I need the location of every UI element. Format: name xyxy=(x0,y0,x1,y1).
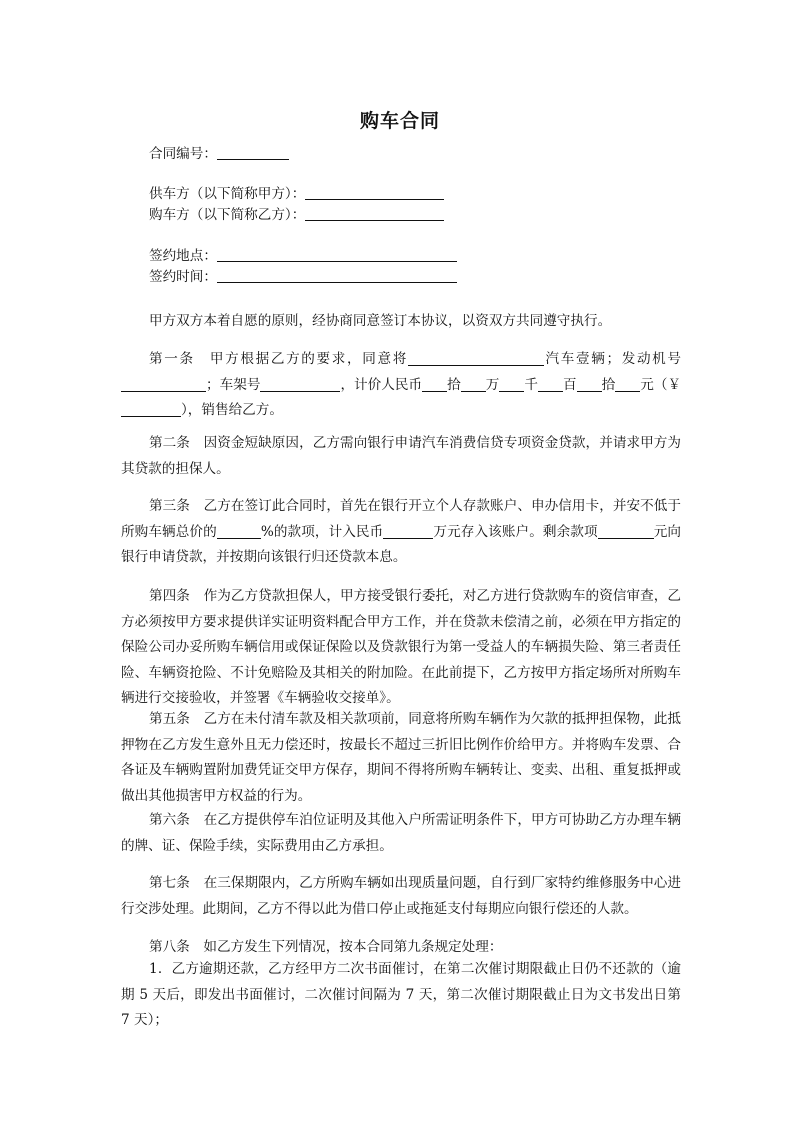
article-7: 第七条 在三保期限内，乙方所购车辆如出现质量问题，自行到厂家特约维修服务中心进行交涉处理。此期间，乙方不得以此为借口停止或拖延支付每期应向银行偿还的人款。 xyxy=(121,875,681,917)
contract-number-line xyxy=(149,145,289,163)
signing-place-label: 签约地点： xyxy=(149,248,217,264)
buyer-label: 购车方（以下简称乙方）： xyxy=(149,207,306,223)
supplier-line xyxy=(149,185,444,203)
engine-number-blank xyxy=(121,375,206,392)
article-2: 第二条 因资金短缺原因，乙方需向银行申请汽车消费信贷专项资金贷款，并请求甲方为其贷款的担保人。 xyxy=(121,435,681,477)
buyer-blank xyxy=(305,206,444,221)
article-8: 第八条 如乙方发生下列情况，按本合同第九条规定处理： xyxy=(149,939,503,955)
signing-place-line xyxy=(149,247,457,265)
article-3: 第三条 乙方在签订此合同时，首先在银行开立个人存款账户、申办信用卡，并安不低于所购车辆总价的 %的款项，计入民币 万元存入该账户。剩余款项 元向银行申请贷款，并按期向该银行归还贷款本息。 xyxy=(121,498,682,565)
contract-number-label: 合同编号： xyxy=(149,146,217,162)
car-model-blank xyxy=(408,349,544,366)
percentage-blank xyxy=(217,522,261,539)
article-6: 第六条 在乙方提供停车泊位证明及其他入户所需证明条件下，甲方可协助乙方办理车辆的牌、证、保险手续，实际费用由乙方承担。 xyxy=(121,812,681,854)
signing-time-line xyxy=(149,268,457,286)
deposit-amount-blank xyxy=(383,522,433,539)
supplier-blank xyxy=(305,185,444,200)
signing-place-blank xyxy=(217,247,457,262)
price-figure-blank xyxy=(121,400,181,417)
article-4: 第四条 作为乙方贷款担保人，甲方接受银行委托，对乙方进行贷款购车的资信审查，乙方必须按甲方要求提供详实证明资料配合甲方工作，并在贷款未偿清之前，必须在甲方指定的保险公司办妥所购车辆信用或保证保险以及贷款银行为第一受益人的车辆损失险、第三者责任险、车辆资抢险、不计免赔险及其相关的附加险。在此前提下，乙方按甲方指定场所对所购车辆进行交接验收，并签署《车辆验收交接单》。 xyxy=(121,588,681,706)
article-5: 第五条 乙方在未付清车款及相关款项前，同意将所购车辆作为欠款的抵押担保物，此抵押物在乙方发生意外且无力偿还时，按最长不超过三折旧比例作价给甲方。并将购车发票、合各证及车辆购置附加费凭证交甲方保存，期间不得将所购车辆转让、变卖、出租、重复抵押或做出其他损害甲方权益的行为。 xyxy=(121,711,681,804)
document-title: 购车合同 xyxy=(359,110,440,132)
article-8-item-1: 1．乙方逾期还款，乙方经甲方二次书面催讨，在第二次催讨期限截止日仍不还款的（逾期 5 天后，即发出书面催讨，二次催讨间隔为 7 天，第二次催讨期限截止日为文书发出日第 7 天）； xyxy=(121,961,681,1028)
signing-time-label: 签约时间： xyxy=(149,269,217,285)
article-1: 第一条 甲方根据乙方的要求，同意将 汽车壹辆；发动机号；车架号 ，计价人民币 拾 万 千 百 拾 元（￥），销售给乙方。 xyxy=(121,347,681,424)
intro-paragraph: 甲方双方本着自愿的原则，经协商同意签订本协议，以资双方共同遵守执行。 xyxy=(149,313,612,329)
loan-amount-blank xyxy=(598,522,654,539)
supplier-label: 供车方（以下简称甲方）： xyxy=(149,186,306,202)
signing-time-blank xyxy=(217,268,457,283)
frame-number-blank xyxy=(260,375,340,392)
contract-number-blank xyxy=(217,145,289,160)
buyer-line xyxy=(149,206,444,224)
